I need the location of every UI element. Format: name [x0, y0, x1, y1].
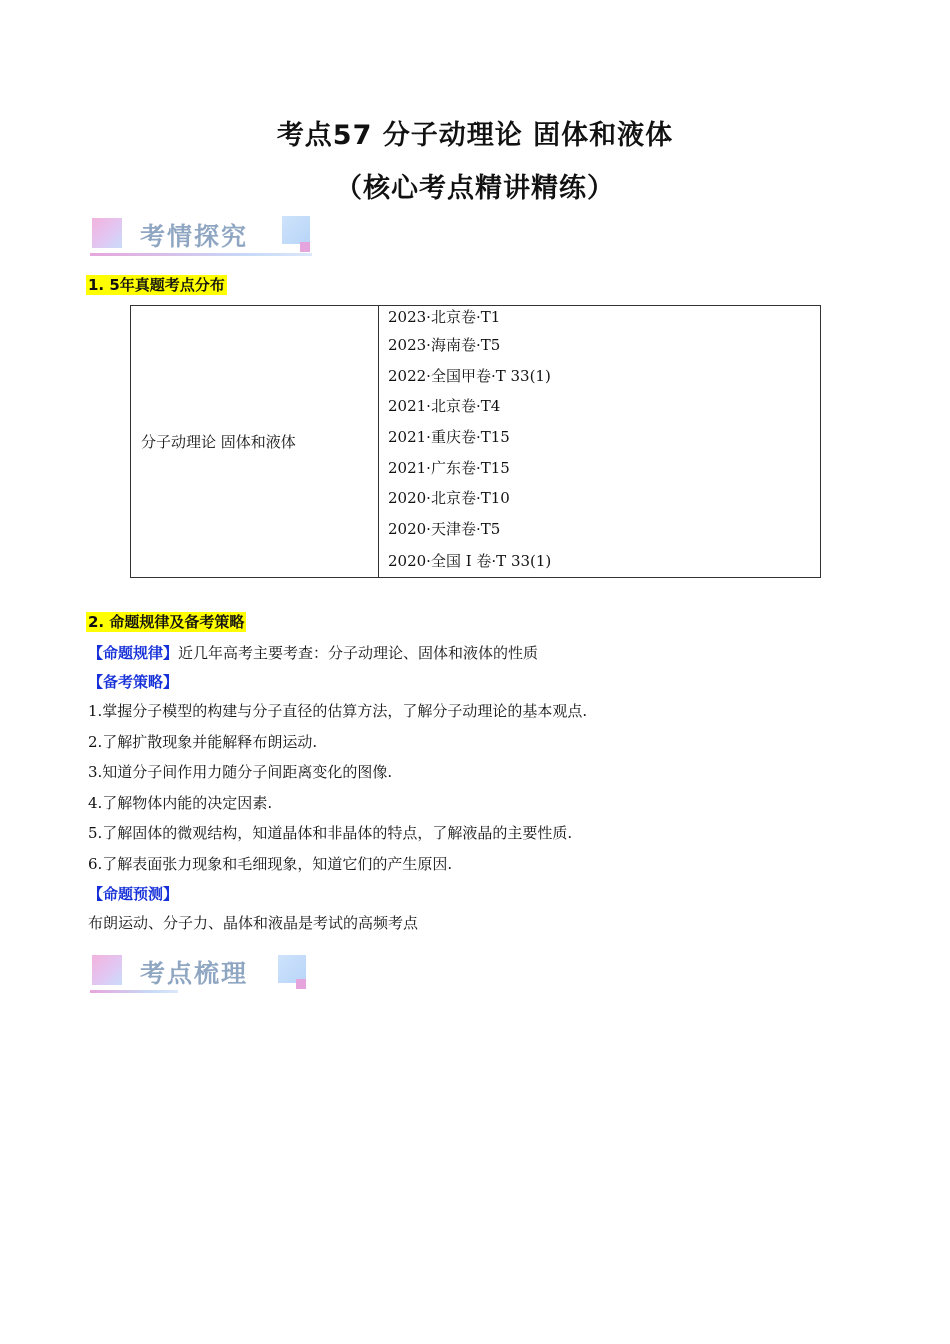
table-topic-cell: 分子动理论 固体和液体 [131, 306, 379, 578]
banner-square-accent [300, 242, 310, 252]
table-items-cell [379, 306, 821, 578]
table-row [131, 306, 821, 578]
strategy-item: 3.知道分子间作用力随分子间距离变化的图像. [88, 763, 393, 781]
rule-paragraph [88, 642, 538, 664]
banner-underline [90, 253, 312, 256]
exam-item: 2021·重庆卷·T15 [388, 428, 510, 447]
strategy-item: 5.了解固体的微观结构，知道晶体和非晶体的特点，了解液晶的主要性质. [88, 824, 573, 842]
strategy-label: 【备考策略】 [88, 673, 179, 691]
rule-text: 近几年高考主要考查：分子动理论、固体和液体的性质 [178, 644, 539, 662]
section-heading-distribution: 1. 5年真题考点分布 [88, 276, 225, 294]
exam-item: 2021·广东卷·T15 [388, 458, 510, 477]
forecast-label-line [88, 883, 178, 905]
exam-item: 2020·全国 I 卷·T 33(1) [388, 551, 552, 570]
exam-item: 2023·北京卷·T1 [388, 308, 501, 326]
exam-item: 2020·天津卷·T5 [388, 520, 501, 539]
section-banner-exam-analysis [90, 214, 315, 258]
banner-square-accent [296, 979, 306, 989]
rule-label: 【命题规律】 [88, 644, 179, 662]
page-title-line1: 考点57 分子动理论 固体和液体 [276, 120, 674, 151]
banner-square-left [92, 955, 122, 985]
section-banner-knowledge-review [90, 951, 315, 995]
banner-underline [90, 990, 178, 993]
exam-distribution-table [130, 305, 821, 578]
strategy-label-line [88, 671, 178, 693]
strategy-item: 1.掌握分子模型的构建与分子直径的估算方法，了解分子动理论的基本观点. [88, 702, 588, 720]
banner-label: 考情探究 [140, 222, 249, 251]
strategy-item: 6.了解表面张力现象和毛细现象，知道它们的产生原因. [88, 855, 453, 873]
banner-label: 考点梳理 [140, 959, 249, 988]
forecast-text: 布朗运动、分子力、晶体和液晶是考试的高频考点 [88, 914, 419, 932]
banner-square-left [92, 218, 122, 248]
exam-item: 2023·海南卷·T5 [388, 336, 501, 354]
strategy-item: 4.了解物体内能的决定因素. [88, 794, 273, 812]
exam-item: 2020·北京卷·T10 [388, 489, 510, 508]
banner-square-right [282, 216, 310, 244]
forecast-label: 【命题预测】 [88, 885, 179, 903]
section-heading-strategy: 2. 命题规律及备考策略 [88, 613, 245, 631]
page-title-line2: （核心考点精讲精练） [335, 173, 615, 204]
strategy-item: 2.了解扩散现象并能解释布朗运动. [88, 733, 318, 751]
exam-item: 2022·全国甲卷·T 33(1) [388, 366, 551, 385]
exam-item: 2021·北京卷·T4 [388, 397, 501, 416]
